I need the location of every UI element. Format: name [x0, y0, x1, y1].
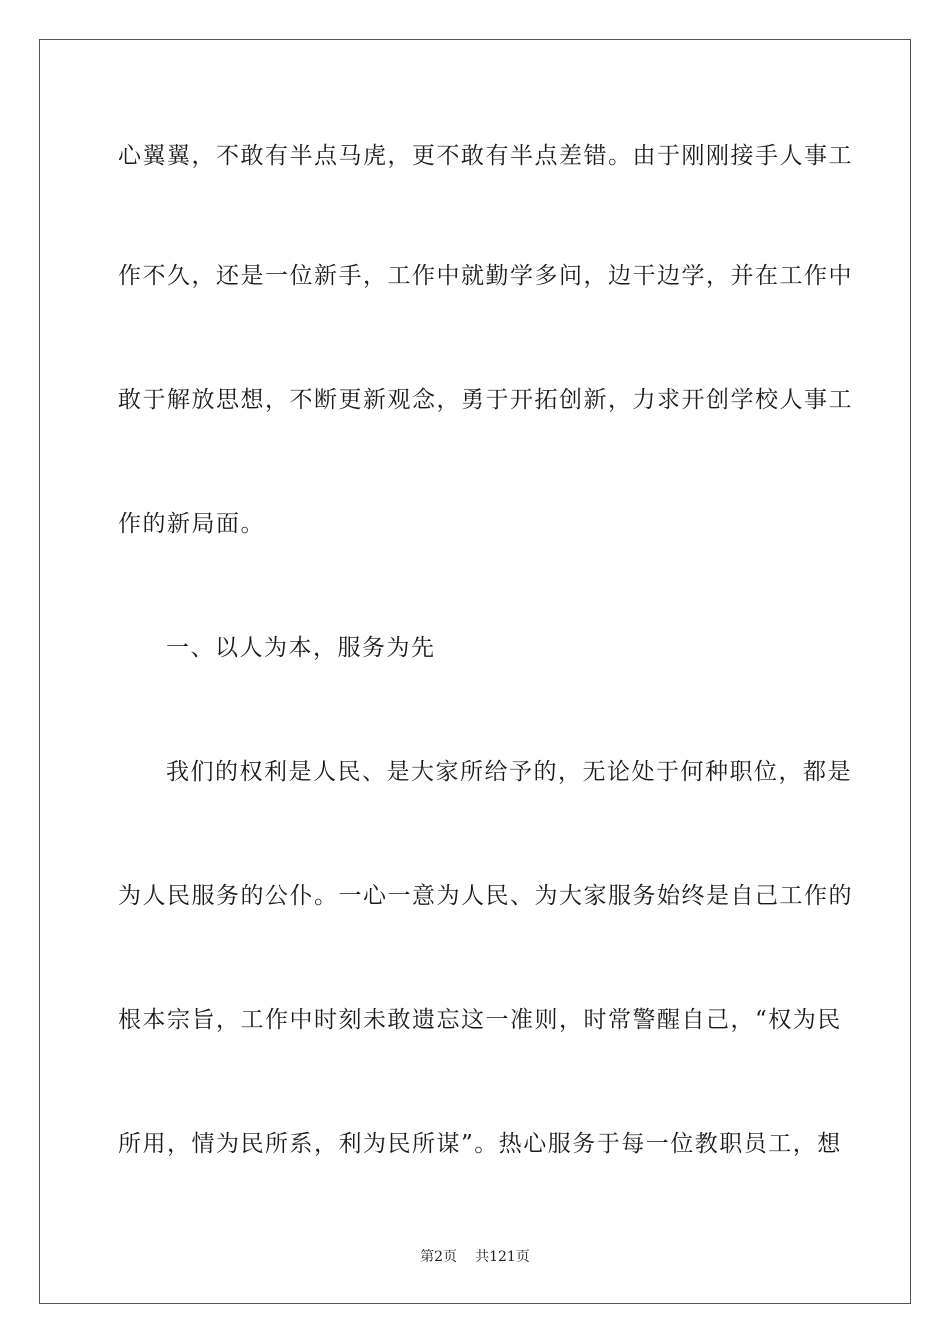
paragraph-line-6: 为人民服务的公仆。一心一意为人民、为大家服务始终是自己工作的	[118, 883, 853, 909]
paragraph-line-5: 我们的权利是人民、是大家所给予的，无论处于何种职位，都是	[166, 759, 852, 785]
page-border	[39, 39, 911, 1304]
page-footer	[0, 1248, 950, 1266]
paragraph-line-7: 根本宗旨，工作中时刻未敢遗忘这一准则，时常警醒自己，“权为民	[118, 1007, 842, 1033]
section-heading: 一、以人为本，服务为先	[166, 635, 436, 661]
paragraph-line-4: 作的新局面。	[118, 511, 265, 537]
page-total: 共121页	[475, 1249, 530, 1265]
paragraph-line-2: 作不久，还是一位新手，工作中就勤学多问，边干边学，并在工作中	[118, 263, 853, 289]
paragraph-line-8: 所用，情为民所系，利为民所谋”。热心服务于每一位教职员工，想	[118, 1131, 842, 1157]
paragraph-line-1: 心翼翼，不敢有半点马虎，更不敢有半点差错。由于刚刚接手人事工	[118, 143, 853, 169]
paragraph-line-3: 敢于解放思想，不断更新观念，勇于开拓创新，力求开创学校人事工	[118, 387, 853, 413]
page-number: 第2页	[420, 1249, 458, 1265]
